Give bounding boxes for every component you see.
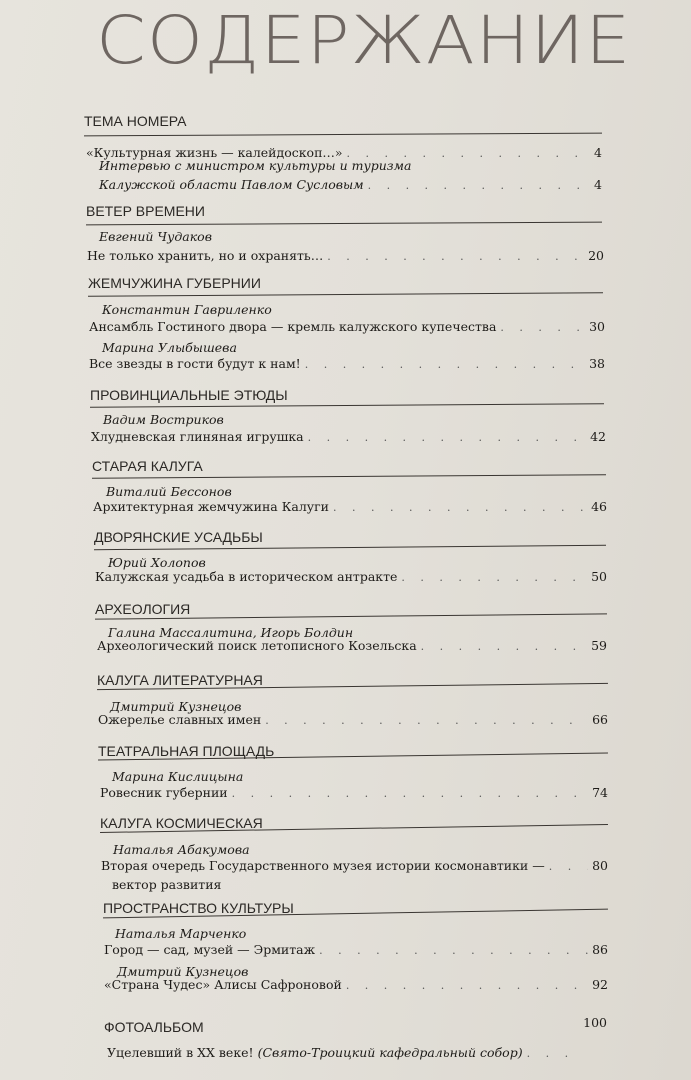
leader-dots [368,176,590,195]
toc-entry [93,497,607,516]
toc-entry-title: Калужской области Павлом Сусловым [99,177,364,192]
toc-entry [89,317,605,336]
toc-entry-title: «Страна Чудес» Алисы Сафроновой [104,977,342,992]
section-heading-tema-nomera: ТЕМА НОМЕРА [84,113,187,129]
leader-dots [346,976,588,995]
section-heading-provincialnye-etyudy: ПРОВИНЦИАЛЬНЫЕ ЭТЮДЫ [90,387,288,403]
toc-entry [87,246,604,265]
toc-entry-page: 59 [591,638,607,653]
leader-dots [527,1044,580,1063]
toc-author: Евгений Чудаков [99,229,212,244]
toc-author: Дмитрий Кузнецов [117,964,249,979]
toc-author: Наталья Абакумова [113,842,250,857]
toc-entry-page: 4 [594,177,602,192]
toc-entry-title: Ожерелье славных имен [98,712,262,727]
toc-entry [99,175,602,194]
section-divider [86,222,602,226]
toc-entry-title: Не только хранить, но и охранять… [87,248,324,263]
toc-entry-page: 80 [592,858,608,873]
toc-entry-title: Все звезды в гости будут к нам! [89,356,301,371]
toc-entry-page: 100 [583,1015,607,1030]
toc-entry [104,940,608,959]
toc-entry-title: Архитектурная жемчужина Калуги [93,499,330,514]
leader-dots [265,711,588,730]
leader-dots [401,568,587,587]
toc-entry-page: 50 [591,569,607,584]
toc-entry-page: 42 [590,429,606,444]
toc-author: Константин Гавриленко [102,302,272,317]
section-heading-fotoalbom: ФОТОАЛЬБОМ [104,1019,204,1035]
toc-entry-page: 38 [589,356,605,371]
toc-author: Наталья Марченко [115,926,247,941]
toc-entry [104,975,608,994]
section-heading-kaluga-literaturnaya: КАЛУГА ЛИТЕРАТУРНАЯ [97,672,263,688]
toc-author: Марина Улыбышева [102,340,237,355]
toc-author: Дмитрий Кузнецов [110,699,242,714]
toc-entry [101,856,608,875]
toc-entry-page: 20 [588,248,604,263]
toc-entry-title: Ровесник губернии [100,785,228,800]
section-heading-dvoryanskie-usadby: ДВОРЯНСКИЕ УСАДЬБЫ [94,529,263,545]
toc-entry [97,636,607,655]
toc-entry-title: Калужская усадьба в историческом антракте [95,569,398,584]
leader-dots [500,318,585,337]
leader-dots [421,637,587,656]
toc-author: Галина Массалитина, Игорь Болдин [108,625,354,640]
toc-entry-title: Ансамбль Гостиного двора — кремль калужского купечества [89,319,497,334]
toc-entry-title: «Культурная жизнь — калейдоскоп…» [86,145,343,160]
leader-dots [319,941,588,960]
toc-entry-subtitle: (Свято-Троицкий кафедральный собор) [257,1045,523,1060]
toc-entry-title: Город — сад, музей — Эрмитаж [104,942,316,957]
toc-entry [89,354,605,373]
toc-author: Вадим Востриков [103,412,224,427]
leader-dots [308,428,587,447]
leader-dots [327,247,584,266]
toc-entry [100,783,608,802]
toc-entry-subtitle: Интервью с министром культуры и туризма [99,158,412,173]
toc-entry-page: 30 [589,319,605,334]
leader-dots [232,784,588,803]
toc-entry-continuation: вектор развития [112,877,222,892]
toc-entry-page: 74 [592,785,608,800]
leader-dots [305,355,585,374]
toc-entry-title: Хлудневская глиняная игрушка [91,429,304,444]
leader-dots [549,857,588,876]
toc-entry-title: Вторая очередь Государственного музея истории космонавтики — [101,858,545,873]
section-heading-prostranstvo-kultury: ПРОСТРАНСТВО КУЛЬТУРЫ [103,900,294,916]
section-heading-arheologiya: АРХЕОЛОГИЯ [95,601,191,617]
section-heading-zhemchuzhina-gubernii: ЖЕМЧУЖИНА ГУБЕРНИИ [88,275,261,291]
toc-entry-page: 46 [591,499,607,514]
toc-entry-title: Уцелевший в XX веке! [107,1045,254,1060]
toc-author: Марина Кислицына [112,769,244,784]
toc-entry [91,427,606,446]
toc-author: Юрий Холопов [108,555,206,570]
section-heading-teatralnaya-ploshchad: ТЕАТРАЛЬНАЯ ПЛОЩАДЬ [98,743,275,759]
toc-author: Виталий Бессонов [106,484,232,499]
toc-entry-title: Археологический поиск летописного Козельска [97,638,417,653]
page-title: СОДЕРЖАНИЕ [96,2,632,79]
section-heading-staraya-kaluga: СТАРАЯ КАЛУГА [92,458,203,474]
toc-entry-page: 4 [594,145,602,160]
section-divider [84,133,602,137]
section-heading-kaluga-kosmicheskaya: КАЛУГА КОСМИЧЕСКАЯ [100,815,263,831]
toc-entry [98,710,608,729]
toc-entry-page: 86 [592,942,608,957]
toc-entry [95,567,607,586]
toc-entry-page: 66 [592,712,608,727]
toc-entry-page: 92 [592,977,608,992]
leader-dots [333,498,587,517]
section-heading-veter-vremeni: ВЕТЕР ВРЕМЕНИ [86,203,205,219]
